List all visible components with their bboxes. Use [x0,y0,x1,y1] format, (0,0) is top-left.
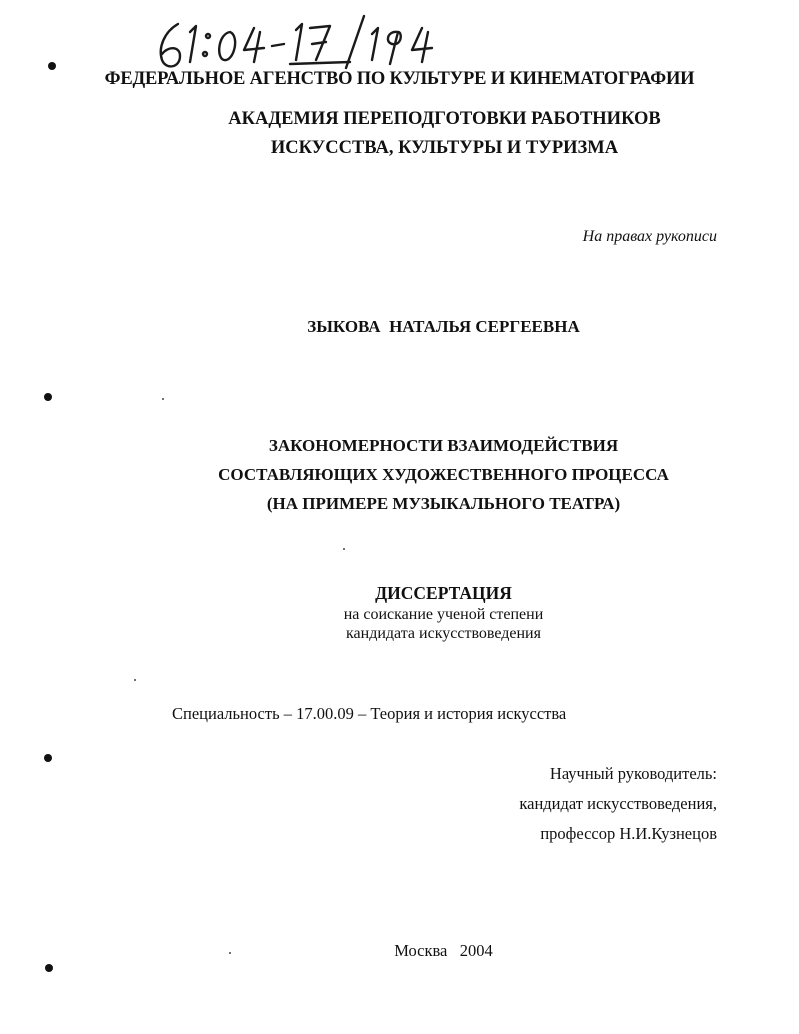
dissertation-degree-line1: на соискание ученой степени [343,606,544,623]
scan-speck [162,398,164,400]
author-name: ЗЫКОВА НАТАЛЬЯ СЕРГЕЕВНА [307,317,580,336]
handwritten-archive-number [150,10,440,72]
thesis-title-line1: ЗАКОНОМЕРНОСТИ ВЗАИМОДЕЙСТВИЯ [268,436,619,455]
scan-speck [134,679,136,681]
academy-heading-line1: АКАДЕМИЯ ПЕРЕПОДГОТОВКИ РАБОТНИКОВ [228,109,661,129]
city-year: Москва 2004 [394,941,493,960]
punch-hole [45,964,53,972]
specialty-line: Специальность – 17.00.09 – Теория и история искусства [172,704,567,723]
dissertation-label: ДИССЕРТАЦИЯ [375,583,512,603]
supervisor-line1: Научный руководитель: [549,764,717,783]
thesis-title-line2: СОСТАВЛЯЮЩИХ ХУДОЖЕСТВЕННОГО ПРОЦЕССА [218,465,669,484]
academy-heading-line2: ИСКУССТВА, КУЛЬТУРЫ И ТУРИЗМА [270,138,619,158]
punch-hole [44,754,52,762]
punch-hole [44,393,52,401]
supervisor-line3: профессор Н.И.Кузнецов [540,824,717,843]
thesis-title-line3: (НА ПРИМЕРЕ МУЗЫКАЛЬНОГО ТЕАТРА) [266,494,621,513]
supervisor-line2: кандидат искусствоведения, [519,794,717,813]
dissertation-degree-line2: кандидата искусствоведения [346,625,541,642]
manuscript-note: На правах рукописи [582,228,717,245]
scan-speck [343,548,345,550]
agency-heading: ФЕДЕРАЛЬНОЕ АГЕНСТВО ПО КУЛЬТУРЕ И КИНЕМАТОГРАФИИ [104,69,695,89]
